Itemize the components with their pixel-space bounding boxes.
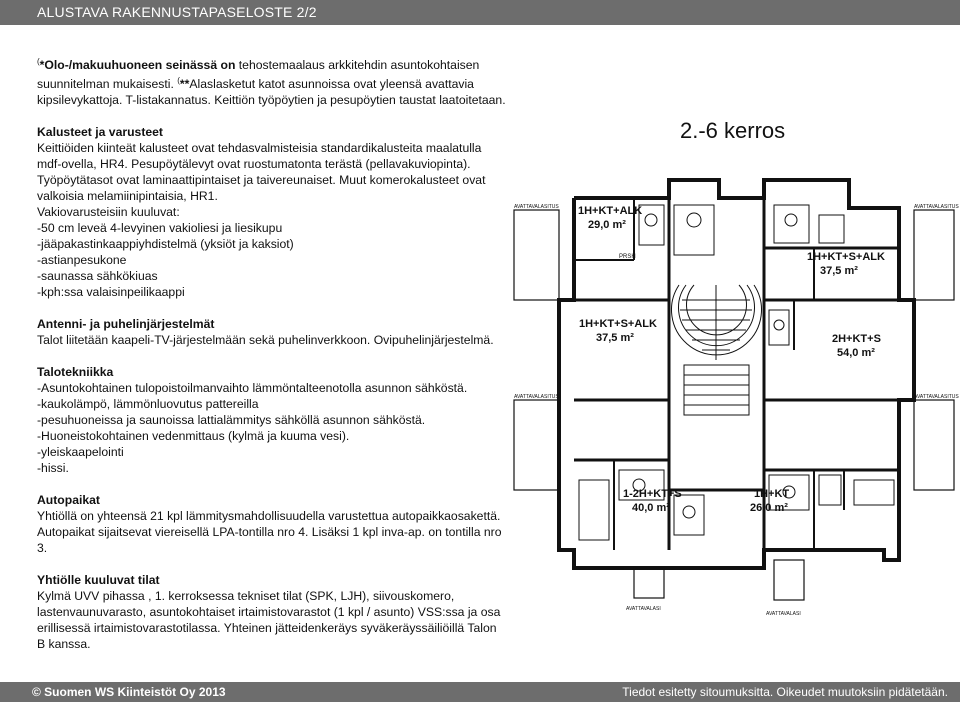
section-line: -astianpesukone xyxy=(37,253,127,268)
apartment-type: 1H+KT+ALK xyxy=(578,205,643,217)
balcony-label: AVATTAVALASITUS xyxy=(914,394,959,400)
section-talotekniikka xyxy=(37,364,507,476)
description-text xyxy=(37,54,507,668)
page-title: ALUSTAVA RAKENNUSTAPASELOSTE 2/2 xyxy=(37,4,317,20)
footer-copyright: © Suomen WS Kiinteistöt Oy 2013 xyxy=(32,685,226,699)
section-line: Talot liitetään kaapeli-TV-järjestelmään sekä puhelinverkkoon. Ovipuhelinjärjestelmä. xyxy=(37,333,494,348)
balcony-label: AVATTAVALASITUS xyxy=(514,394,559,400)
section-antenni xyxy=(37,316,507,348)
section-line: -jääpakastinkaappiyhdistelmä (yksiöt ja kaksiot) xyxy=(37,237,294,252)
section-heading: Autopaikat xyxy=(37,493,100,508)
section-yhtiolle xyxy=(37,572,507,652)
staircase xyxy=(672,285,762,415)
balcony-label: AVATTAVALASITUS xyxy=(514,204,559,210)
section-line: -saunassa sähkökiuas xyxy=(37,269,158,284)
intro-bold-2: ** xyxy=(179,77,190,92)
intro-mark-2: ( xyxy=(177,76,180,86)
intro-mark-1: ( xyxy=(37,57,40,66)
footer-notice: Tiedot esitetty sitoumuksitta. Oikeudet muutoksiin pidätetään. xyxy=(622,685,948,699)
section-line: Kylmä UVV pihassa , 1. kerroksessa tekniset tilat (SPK, LJH), siivouskomero, lastenvaunuvarasto, asuntokohtaiset irtaimistovarastot (1 kpl / asunto) VSS:ssa ja osa erillisessä irtaimistovarastotilassa. Yhteinen jätteidenkeräys syväkeräyssäiliöillä Talon B kanssa. xyxy=(37,589,501,652)
footer-bar xyxy=(0,682,960,702)
section-heading: Kalusteet ja varusteet xyxy=(37,125,163,140)
section-line: -kaukolämpö, lämmönluovutus pattereilla xyxy=(37,397,259,412)
section-line: -50 cm leveä 4-levyinen vakioliesi ja liesikupu xyxy=(37,221,283,236)
floor-plan-title: 2.-6 kerros xyxy=(680,118,786,143)
apartment-area: 54,0 m² xyxy=(837,347,875,359)
section-line: -kph:ssa valaisinpeilikaappi xyxy=(37,285,185,300)
apartment-type: 1H+KT xyxy=(754,488,790,500)
section-line: -Huoneistokohtainen vedenmittaus (kylmä ja kuuma vesi). xyxy=(37,429,350,444)
apartment-area: 29,0 m² xyxy=(588,219,626,231)
apartment-type: 1-2H+KT+S xyxy=(623,488,682,500)
balcony-label: AVATTAVALASITUS xyxy=(914,204,959,210)
floor-plan xyxy=(514,150,959,675)
intro-text-1: tehostemaalaus arkkitehdin asuntokohtaisen suunnitelman mukaisesti. xyxy=(37,58,480,92)
apartment-area: 37,5 m² xyxy=(596,332,634,344)
section-line: Keittiöiden kiinteät kalusteet ovat tehdasvalmisteisia standardikalusteita maalatulla mdf-ovella, HR4. Pesupöytälevyt ovat ruostumatonta terästä (pellavakuviopinta). Työpöytätasot ovat laminaattipintaiset ja taivereunaiset. Muut komerokalusteet ovat valkoisia melamiinipintaisia, HR1. xyxy=(37,141,486,204)
apartment-type: 1H+KT+S+ALK xyxy=(579,318,657,330)
section-heading: Talotekniikka xyxy=(37,365,114,380)
section-line: -Asuntokohtainen tulopoistoilmanvaihto lämmöntalteenotolla asunnon sähköstä. xyxy=(37,381,468,396)
intro-bold-1: *Olo-/makuuhuoneen seinässä on xyxy=(39,58,236,73)
balcony-label: AVATTAVALASI xyxy=(766,611,801,617)
windows xyxy=(559,220,914,568)
section-line: Yhtiöllä on yhteensä 21 kpl lämmitysmahdollisuudella varustettua autopaikkaosakettä. Autopaikat sijaitsevat viereisellä LPA-tontilla nro 4. Lisäksi 1 kpl inva-ap. on tontilla nro 3. xyxy=(37,509,502,556)
section-line: Vakiovarusteisiin kuuluvat: xyxy=(37,205,180,220)
header-bar xyxy=(0,0,960,25)
section-line: -hissi. xyxy=(37,461,69,476)
intro-paragraph xyxy=(37,54,507,108)
apartment-type: 2H+KT+S xyxy=(832,333,881,345)
apartment-area: 37,5 m² xyxy=(820,265,858,277)
section-kalusteet xyxy=(37,124,507,300)
section-heading: Antenni- ja puhelinjärjestelmät xyxy=(37,317,215,332)
floor-plan-walls xyxy=(559,180,914,568)
section-line: -yleiskaapelointi xyxy=(37,445,124,460)
balcony-label: AVATTAVALASI xyxy=(626,606,661,612)
apartment-area: 26,0 m² xyxy=(750,502,788,514)
stair-label: PRSH xyxy=(619,254,636,260)
apartment-area: 40,0 m² xyxy=(632,502,670,514)
apartment-type: 1H+KT+S+ALK xyxy=(807,251,885,263)
section-heading: Yhtiölle kuuluvat tilat xyxy=(37,573,160,588)
intro-text-2: Alaslasketut katot asunnoissa ovat yleensä avattavia kipsilevykattoja. T-listakannatus. Keittiön työpöytien ja pesupöytien taustat laatoitetaan. xyxy=(37,77,506,108)
section-autopaikat xyxy=(37,492,507,556)
section-line: -pesuhuoneissa ja saunoissa lattialämmitys sähköllä asunnon sähköstä. xyxy=(37,413,426,428)
